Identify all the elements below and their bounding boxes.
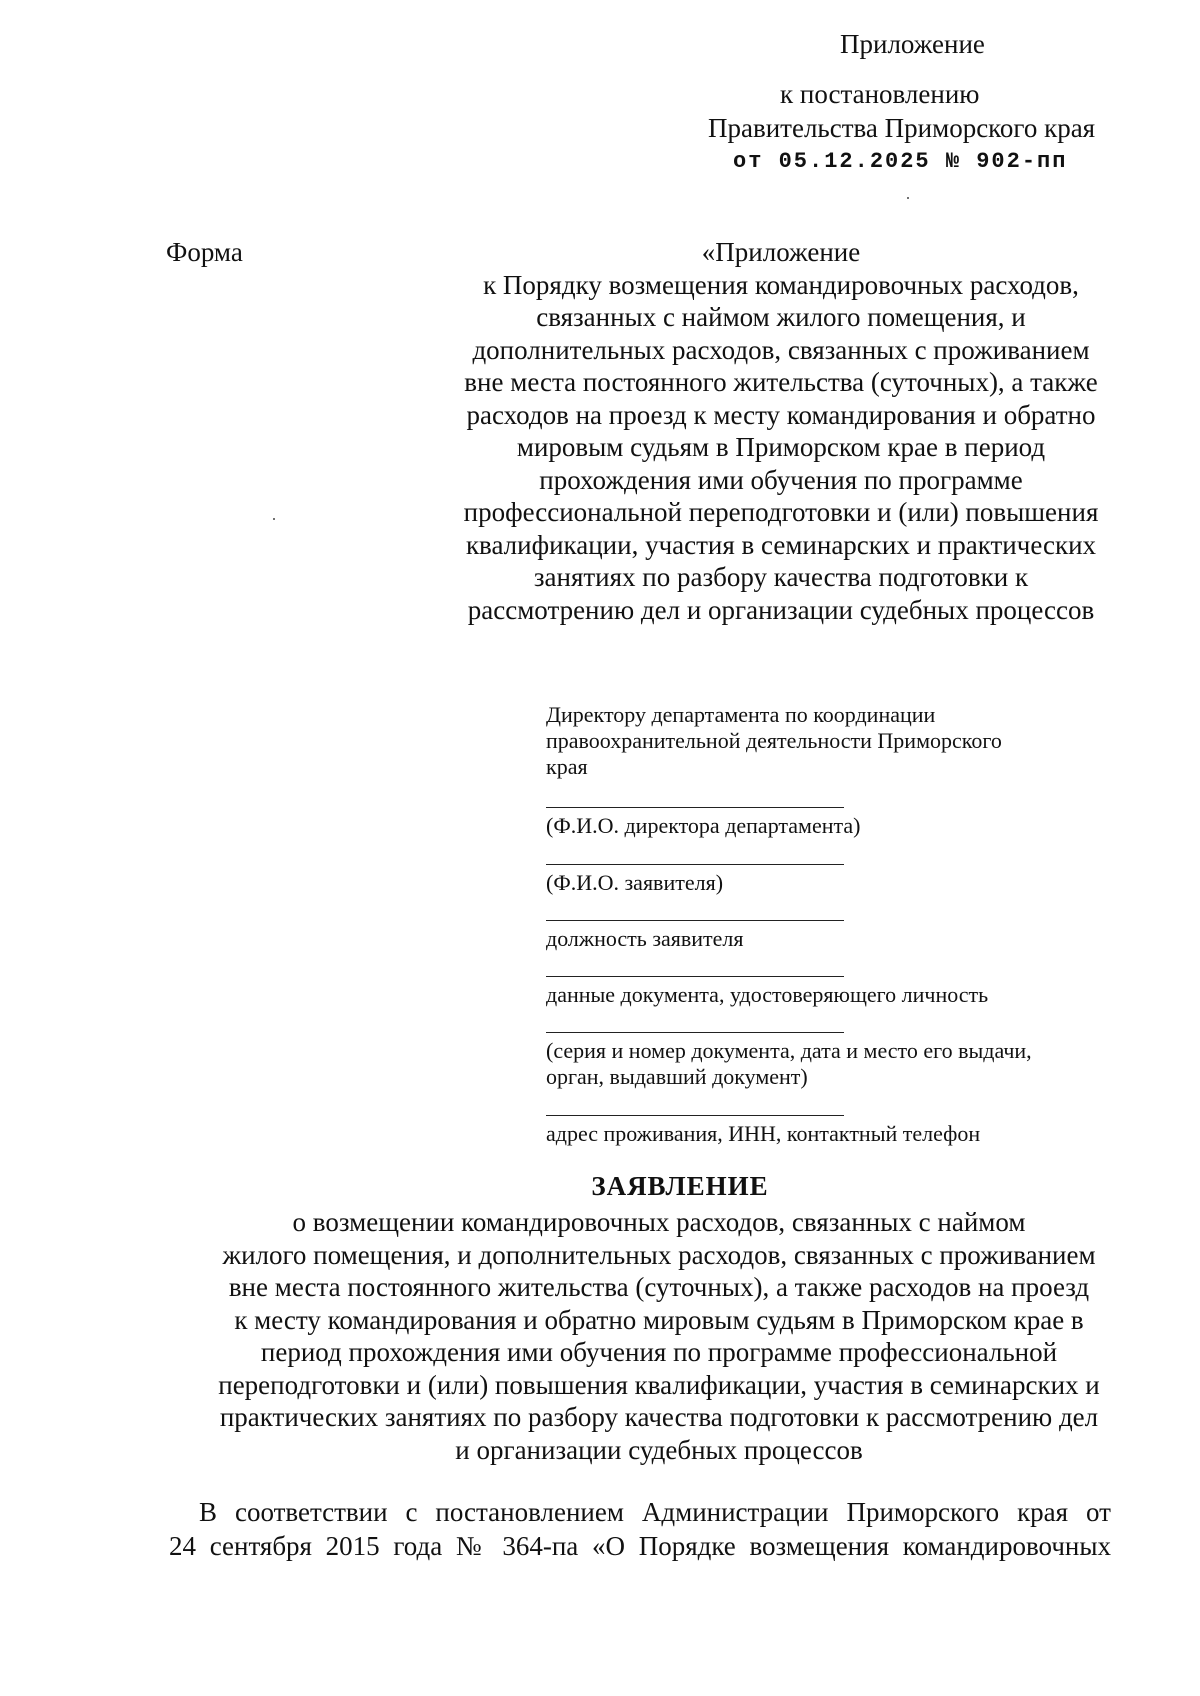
fill-line-id-document xyxy=(546,976,844,977)
statement-subtitle xyxy=(109,1206,1200,1466)
body-paragraph-line: В соответствии с постановлением Администрации Приморского края от xyxy=(199,1497,1111,1527)
fill-line-position xyxy=(546,920,844,921)
field-label-director: (Ф.И.О. директора департамента) xyxy=(546,813,861,838)
fill-line-address xyxy=(546,1115,844,1116)
statement-title: ЗАЯВЛЕНИЕ xyxy=(591,1171,769,1201)
annex-line: прохождения ими обучения по программе xyxy=(539,464,1023,495)
fill-line-director xyxy=(546,807,844,808)
scan-speck xyxy=(273,518,275,520)
fill-line-document-details xyxy=(546,1032,844,1033)
annex-line: профессиональной переподготовки и (или) повышения xyxy=(463,497,1099,527)
header-line-1: Приложение xyxy=(840,29,985,59)
statement-line: к месту командирования и обратно мировым судьям в Приморском крае в xyxy=(234,1304,1084,1335)
annex-line: «Приложение xyxy=(701,237,861,267)
field-label-document-details: (серия и номер документа, дата и место его выдачи, xyxy=(546,1038,1032,1063)
annex-block xyxy=(431,236,1131,626)
annex-line: дополнительных расходов, связанных с проживанием xyxy=(472,334,1090,365)
statement-line: практических занятиях по разбору качества подготовки к рассмотрению дел xyxy=(219,1402,1099,1432)
field-label-document-issuer: орган, выдавший документ) xyxy=(546,1064,808,1089)
annex-line: расходов на проезд к месту командирования и обратно xyxy=(466,399,1096,430)
header-line-3: Правительства Приморского края xyxy=(708,113,1096,143)
statement-line: вне места постоянного жительства (суточных), а также расходов на проезд xyxy=(228,1272,1090,1302)
addressee-block xyxy=(546,702,1002,780)
field-label-applicant: (Ф.И.О. заявителя) xyxy=(546,870,724,895)
scan-speck xyxy=(907,197,909,199)
addressee-line: правоохранительной деятельности Приморского xyxy=(546,728,1002,753)
statement-line: период прохождения ими обучения по программе профессиональной xyxy=(260,1337,1058,1367)
statement-line: о возмещении командировочных расходов, связанных с наймом xyxy=(292,1207,1026,1237)
field-label-position: должность заявителя xyxy=(546,926,744,951)
statement-line: жилого помещения, и дополнительных расходов, связанных с проживанием xyxy=(222,1239,1096,1270)
header-line-2: к постановлению xyxy=(780,79,980,109)
annex-line: мировым судьям в Приморском крае в период xyxy=(516,432,1046,462)
field-label-id-document: данные документа, удостоверяющего личность xyxy=(546,982,989,1007)
addressee-line: Директору департамента по координации xyxy=(546,702,936,727)
annex-line: квалификации, участия в семинарских и практических xyxy=(465,529,1097,560)
statement-line: переподготовки и (или) повышения квалификации, участия в семинарских и xyxy=(218,1369,1100,1400)
body-paragraph-line: 24 сентября 2015 года № 364-па «О Порядке возмещения командировочных xyxy=(169,1531,1111,1561)
annex-line: к Порядку возмещения командировочных расходов, xyxy=(483,269,1079,300)
fill-line-applicant xyxy=(546,864,844,865)
annex-line: рассмотрению дел и организации судебных процессов xyxy=(467,594,1095,625)
annex-line: связанных с наймом жилого помещения, и xyxy=(536,302,1026,332)
statement-line: и организации судебных процессов xyxy=(455,1434,863,1465)
forma-label: Форма xyxy=(166,237,243,267)
annex-line: занятиях по разбору качества подготовки к xyxy=(533,562,1029,592)
header-resolution-number: от 05.12.2025 № 902-пп xyxy=(733,149,1068,174)
field-label-address: адрес проживания, ИНН, контактный телефон xyxy=(546,1121,981,1146)
addressee-line: края xyxy=(546,754,588,779)
annex-line: вне места постоянного жительства (суточных), а также xyxy=(464,367,1098,397)
